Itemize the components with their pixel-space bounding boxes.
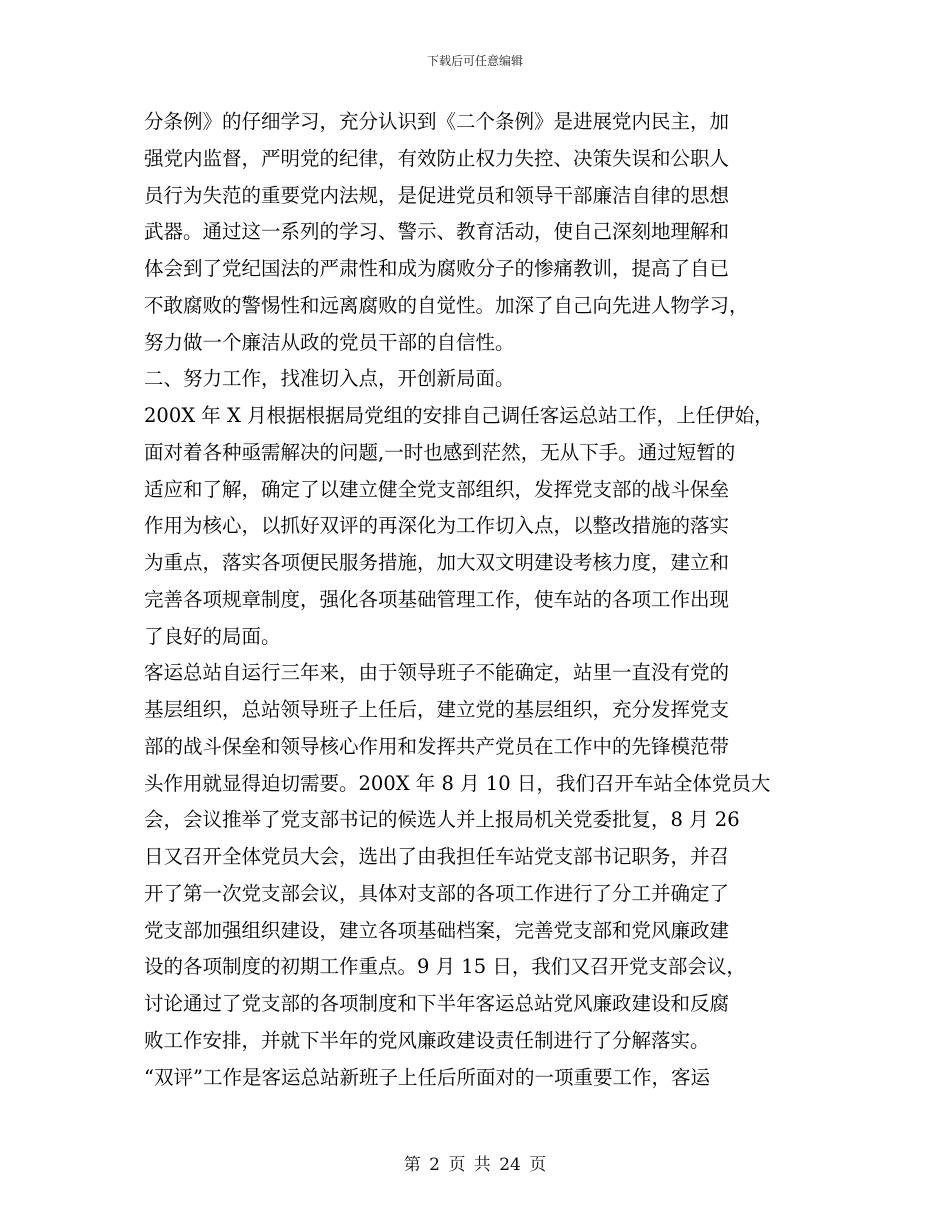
text-line: 武器。通过这一系列的学习、警示、教育活动，使自己深刻地理解和 bbox=[144, 220, 730, 244]
text-line: 适应和了解，确定了以建立健全党支部组织，发挥党支部的战斗保垒 bbox=[144, 477, 730, 501]
text-line: 不敢腐败的警惕性和远离腐败的自觉性。加深了自己向先进人物学习， bbox=[144, 293, 749, 317]
text-line: 努力做一个廉洁从政的党员干部的自信性。 bbox=[144, 330, 515, 354]
section-heading: 二、努力工作，找准切入点，开创新局面。 bbox=[144, 367, 515, 391]
text-line: 部的战斗保垒和领导核心作用和发挥共产党员在工作中的先锋模范带 bbox=[144, 734, 730, 758]
text-line: 为重点，落实各项便民服务措施，加大双文明建设考核力度，建立和 bbox=[144, 551, 730, 574]
page-header: 下载后可任意编辑 bbox=[426, 54, 523, 68]
text-line: 强党内监督，严明党的纪律，有效防止权力失控、决策失误和公职人 bbox=[144, 146, 730, 170]
text-line: 头作用就显得迫切需要。200X 年 8 月 10 日，我们召开车站全体党员大 bbox=[144, 771, 771, 795]
text-line: 基层组织，总站领导班子上任后，建立党的基层组织，充分发挥党支 bbox=[144, 698, 730, 721]
text-line: 日又召开全体党员大会，选出了由我担任车站党支部书记职务，并召 bbox=[144, 845, 730, 868]
text-line: 设的各项制度的初期工作重点。9 月 15 日，我们又召开党支部会议， bbox=[144, 955, 746, 979]
text-line: 面对着各种亟需解决的问题,一时也感到茫然，无从下手。通过短暂的 bbox=[144, 440, 736, 464]
text-line: 员行为失范的重要党内法规，是促进党员和领导干部廉洁自律的思想 bbox=[144, 183, 730, 207]
text-line: 了良好的局面。 bbox=[144, 624, 281, 648]
text-line: “双评”工作是客运总站新班子上任后所面对的一项重要工作，客运 bbox=[144, 1065, 710, 1089]
text-line: 分条例》的仔细学习，充分认识到《二个条例》是进展党内民主，加 bbox=[144, 110, 730, 133]
text-line: 讨论通过了党支部的各项制度和下半年客运总站党风廉政建设和反腐 bbox=[144, 992, 730, 1015]
text-line: 败工作安排，并就下半年的党风廉政建设责任制进行了分解落实。 bbox=[144, 1028, 710, 1052]
text-line: 党支部加强组织建设，建立各项基础档案，完善党支部和党风廉政建 bbox=[144, 918, 730, 942]
text-line: 客运总站自运行三年来，由于领导班子不能确定，站里一直没有党的 bbox=[144, 661, 730, 685]
text-line: 体会到了党纪国法的严肃性和成为腐败分子的惨痛教训，提高了自已 bbox=[144, 257, 730, 280]
text-line: 200X 年 X 月根据根据局党组的安排自己调任客运总站工作，上任伊始， bbox=[144, 404, 774, 427]
page-footer: 第 2 页 共 24 页 bbox=[403, 1155, 547, 1175]
text-line: 开了第一次党支部会议，具体对支部的各项工作进行了分工并确定了 bbox=[144, 881, 730, 905]
text-line: 完善各项规章制度，强化各项基础管理工作，使车站的各项工作出现 bbox=[144, 587, 730, 611]
text-line: 会，会议推举了党支部书记的候选人并上报局机关党委批复，8 月 26 bbox=[144, 808, 740, 832]
text-line: 作用为核心，以抓好双评的再深化为工作切入点，以整改措施的落实 bbox=[144, 514, 730, 538]
document-body bbox=[144, 104, 804, 1096]
